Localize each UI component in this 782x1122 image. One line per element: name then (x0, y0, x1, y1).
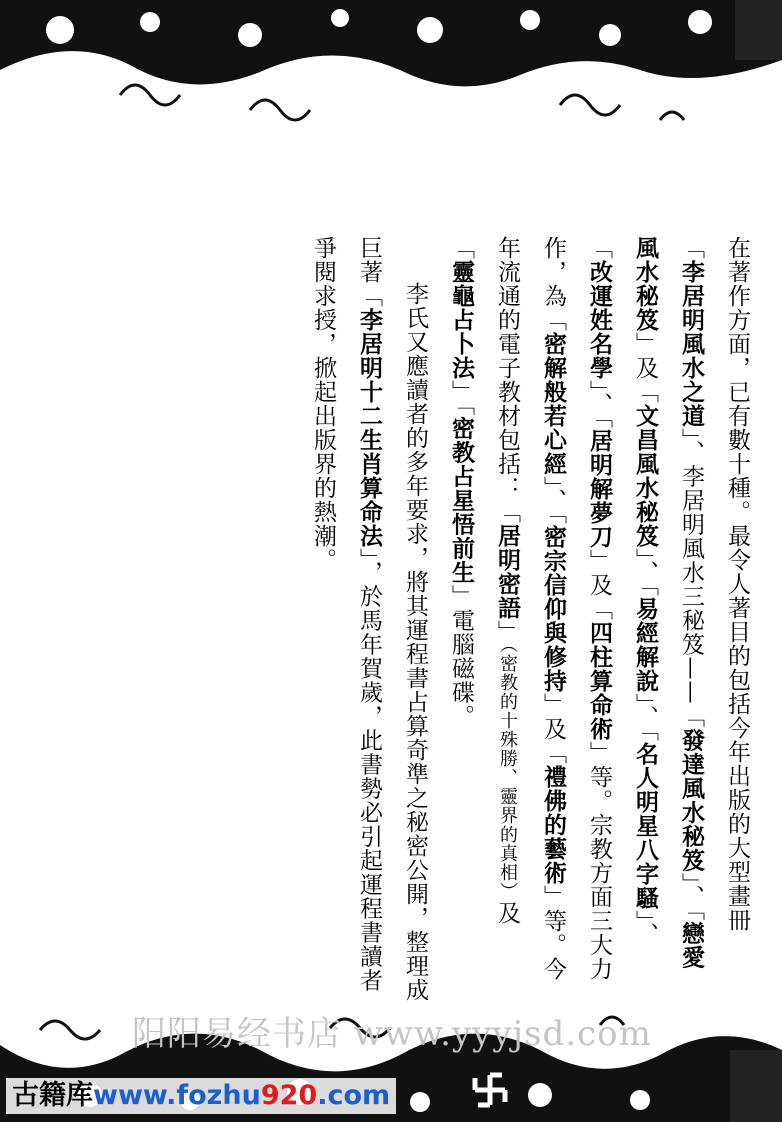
text-column (714, 236, 760, 996)
site-url-part: www.fozhu (93, 1080, 261, 1111)
main-text-block (220, 236, 760, 1002)
site-name: 古籍库 (12, 1080, 93, 1111)
site-url-number: 920 (260, 1080, 318, 1111)
book-title: 發達風水秘笈 (678, 728, 705, 873)
book-title: 四柱算命術 (586, 621, 613, 741)
text-column: 巨著「李居明十二生肖算命法」，於馬年賀歲，此書勢必引起運程書讀者 (356, 236, 383, 993)
book-title: 文昌風水秘笈 (632, 404, 659, 548)
book-title: 禮佛的藝術 (540, 765, 567, 885)
book-title: 密宗信仰與修持 (540, 525, 567, 693)
text-column: 「改運姓名學」、「居明解夢刀」及「四柱算命術」等。宗教方面三大力 (586, 236, 613, 981)
decorative-cloud-border-top (0, 0, 782, 150)
book-title: 風水秘笈 (632, 236, 659, 332)
text-line: 李氏又應讀者的多年要求，將其運程書占算奇準之秘密公開，整理成 (402, 282, 428, 1002)
text-column: 風水秘笈」及「文昌風水秘笈」、「易經解說」、「名人明星八字騷」、 (632, 236, 659, 947)
book-title: 靈龜占卜法 (448, 260, 475, 380)
book-title: 居明密語 (494, 524, 521, 620)
site-url-tld: .com (317, 1080, 391, 1111)
book-title: 戀愛 (678, 921, 705, 970)
book-title: 居明解夢刀 (586, 429, 613, 549)
book-title: 改運姓名學 (586, 260, 613, 380)
book-title: 李居明風水之道 (678, 260, 705, 428)
text-line: 爭閱求授，掀起出版界的熱潮。 (310, 236, 336, 572)
text-column: 「靈龜占卜法」「密教占星悟前生」電腦磁碟。 (448, 236, 475, 729)
text-column: 年流通的電子教材包括：「居明密語」（密教的十殊勝、靈界的真相）及 (494, 236, 521, 925)
text-column: 「李居明風水之道」、李居明風水三秘笈——「發達風水秘笈」、「戀愛 (678, 236, 705, 970)
parenthetical-note: （密教的十殊勝、靈界的真相） (497, 644, 518, 901)
book-title: 名人明星八字騷 (632, 742, 659, 910)
text-column: 作，為「密解般若心經」、「密宗信仰與修持」及「禮佛的藝術」等。今 (540, 236, 567, 981)
text-line: 在著作方面，已有數十種。最令人著目的包括今年出版的大型畫冊 (724, 236, 750, 932)
watermark-text: 阳阳易经书店 www.yyyjsd.com (132, 1014, 652, 1054)
book-title: 密解般若心經 (540, 332, 567, 476)
text-column (392, 236, 438, 1002)
book-title: 易經解說 (632, 597, 659, 693)
site-watermark (6, 1078, 396, 1114)
book-title: 密教占星悟前生 (448, 416, 475, 585)
book-title: 李居明十二生肖算命法 (356, 308, 383, 548)
text-column (300, 236, 346, 996)
